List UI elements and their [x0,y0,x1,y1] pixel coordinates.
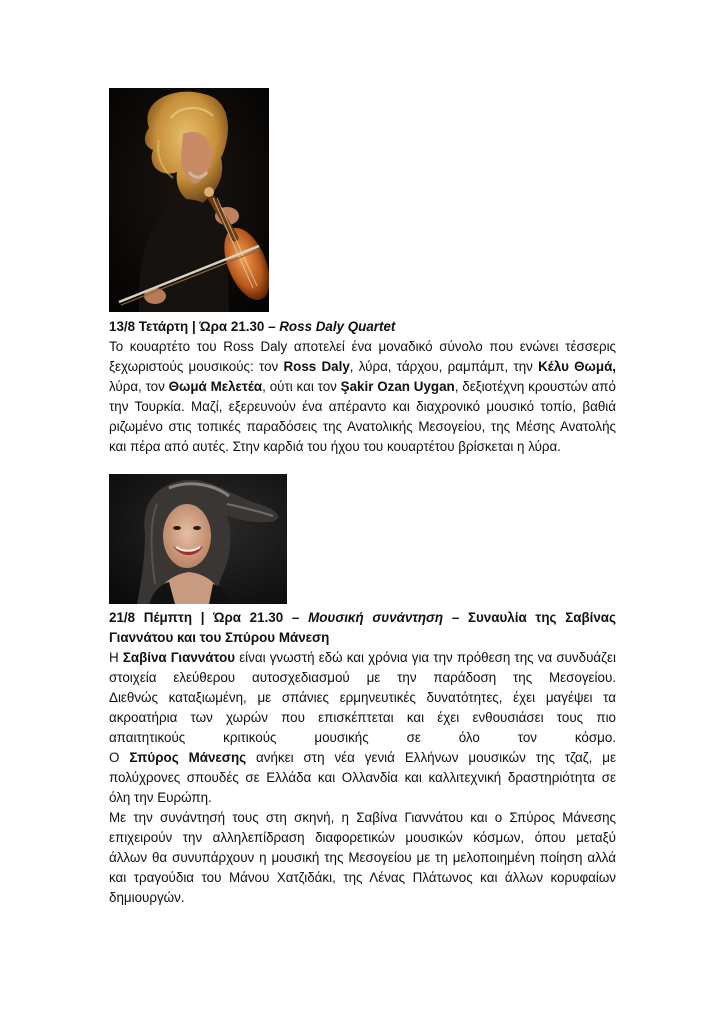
event-heading [109,317,616,337]
bold-name: Κέλυ Θωμά, [538,359,617,374]
text-segment: Διεθνώς καταξιωμένη, με σπάνιες ερμηνευτικές δυνατότητες, έχει μαγέψει τα [109,690,616,705]
text-line [109,828,616,848]
text-line [109,808,616,828]
bold-name: Θωμά Μελετέα [168,379,263,394]
event-ross-daly [109,317,616,457]
text-line [109,648,616,668]
text-segment: όλη την Ευρώπη. [109,790,212,805]
text-line [109,788,616,808]
text-segment: απαιτητικούς κριτικούς μουσικής σε όλο τον κόσμο. [109,730,616,745]
text-segment: και πέρα από αυτές. Στην καρδιά του ήχου του κουαρτέτου βρίσκεται η λύρα. [109,439,562,454]
text-line [109,337,616,357]
text-segment: , ούτι και τον [262,379,341,394]
event-subtitle: Μουσική συνάντηση [308,610,444,625]
text-segment: , δεξιοτέχνη κρουστών από [454,379,616,394]
event-title: Ross Daly Quartet [279,319,396,334]
event-date-time: 21/8 Πέμπτη | Ώρα 21.30 – [109,610,309,625]
text-segment: επιχειρούν την αλληλεπίδραση διαφορετικών μουσικών κόσμων, όπου μεταξύ [109,830,616,845]
text-line [109,397,616,417]
text-line [109,868,616,888]
text-line [109,437,616,457]
text-line [109,768,616,788]
text-line [109,888,616,908]
event-description [109,337,616,457]
text-line [109,417,616,437]
text-segment: είναι γνωστή εδώ και χρόνια για την πρόθεση της να συνδυάζει [235,650,616,665]
bold-name: Ross Daly [283,359,350,374]
text-segment: , λύρα, τάρχου, ραμπάμπ, την [349,359,539,374]
text-segment: ξεχωριστούς μουσικούς: τον [109,359,284,374]
text-line [109,848,616,868]
text-line [109,748,616,768]
event-savina-yannatou [109,608,616,908]
text-segment: πολύχρονες σπουδές σε Ελλάδα και Ολλανδία και καλλιτεχνική δραστηριότητα σε [109,770,616,785]
text-line [109,668,616,688]
text-segment: ακροατήρια των χωρών που επισκέπτεται και έχει ενθουσιάσει τους πιο [109,710,616,725]
event-heading-line2: Γιαννάτου και του Σπύρου Μάνεση [109,630,330,645]
text-segment: Με την συνάντησή τους στη σκηνή, η Σαβίνα Γιαννάτου και ο Σπύρος Μάνεσης [109,810,616,825]
text-segment: ανήκει στη νέα γενιά Ελλήνων μουσικών της τζαζ, με [246,750,616,765]
text-segment: άλλων θα συνυπάρχουν η μουσική της Μεσογείου με τη μελοποιημένη ποίηση αλλά [109,850,616,865]
event-date-time: 13/8 Τετάρτη | Ώρα 21.30 – [109,319,280,334]
savina-yannatou-photo [109,474,287,604]
text-segment: ριζωμένο στις τοπικές παραδόσεις της Ανατολικής Μεσογείου, της Μέσης Ανατολής [109,419,616,434]
event-title-part1: – Συναυλία της Σαβίνας [443,610,617,625]
text-segment: την Τουρκία. Μαζί, εξερευνούν ένα απέραντο και διαχρονικό μουσικό τοπίο, βαθιά [109,399,616,414]
text-line [109,357,616,377]
text-segment: δημιουργών. [109,890,185,905]
text-line [109,728,616,748]
text-segment: λύρα, τον [109,379,169,394]
text-line [109,377,616,397]
text-segment: στοιχεία ελεύθερου αυτοσχεδιασμού με την παράδοση της Μεσογείου. [109,670,616,685]
bold-name: Şakir Ozan Uygan [340,379,455,394]
text-segment: Το κουαρτέτο του Ross Daly αποτελεί ένα μοναδικό σύνολο που ενώνει τέσσερις [109,339,616,354]
text-line [109,688,616,708]
bold-name: Σπύρος Μάνεσης [129,750,247,765]
event-heading-line1 [109,608,616,628]
bold-name: Σαβίνα Γιαννάτου [122,650,236,665]
text-segment: Ο [109,750,130,765]
text-line [109,708,616,728]
text-segment: Η [109,650,123,665]
text-segment: και τραγούδια του Μάνου Χατζιδάκι, της Λένας Πλάτωνος και άλλων κορυφαίων [109,870,616,885]
event-description [109,648,616,908]
ross-daly-photo [109,88,269,312]
